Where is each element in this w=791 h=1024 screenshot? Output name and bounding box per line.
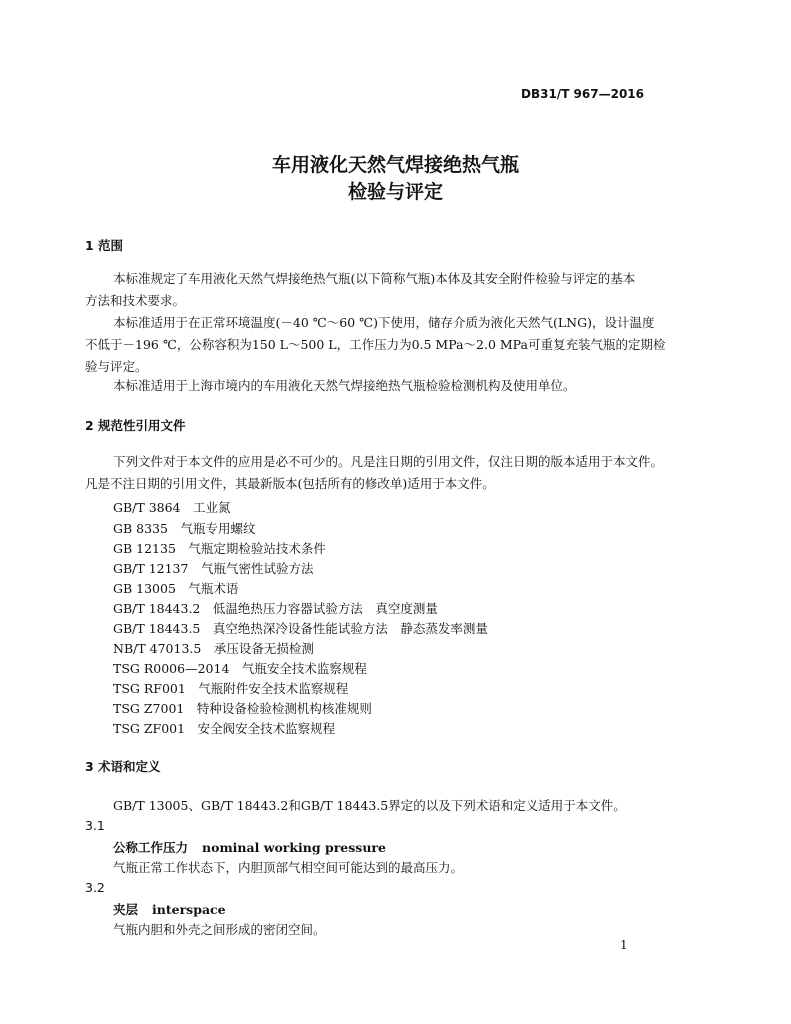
- term-title: [113, 900, 226, 918]
- term-english-name: nominal working pressure: [202, 840, 386, 855]
- reference-item: GB/T 18443.5 真空绝热深冷设备性能试验方法 静态蒸发率测量: [113, 621, 488, 636]
- reference-item: GB 8335 气瓶专用螺纹: [113, 521, 256, 536]
- reference-item: GB/T 18443.2 低温绝热压力容器试验方法 真空度测量: [113, 601, 438, 616]
- terms-intro: GB/T 13005、GB/T 18443.2和GB/T 18443.5界定的以及下列术语和定义适用于本文件。: [113, 798, 626, 813]
- reference-item: NB/T 47013.5 承压设备无损检测: [113, 641, 314, 656]
- reference-item: TSG Z7001 特种设备检验检测机构核准规则: [113, 701, 372, 716]
- reference-item: TSG R0006—2014 气瓶安全技术监察规程: [113, 661, 367, 676]
- reference-item: GB 13005 气瓶术语: [113, 581, 239, 596]
- scope-paragraph-2-line-2: 不低于－196 ℃，公称容积为150 L～500 L，工作压力为0.5 MPa～2.0 MPa可重复充装气瓶的定期检: [85, 337, 666, 352]
- reference-item: TSG ZF001 安全阀安全技术监察规程: [113, 721, 336, 736]
- scope-paragraph-2-line-1: 本标准适用于在正常环境温度(－40 ℃～60 ℃)下使用，储存介质为液化天然气(LNG)，设计温度: [113, 315, 655, 330]
- term-definition: 气瓶正常工作状态下，内胆顶部气相空间可能达到的最高压力。: [113, 860, 464, 875]
- section-1-heading: 1 范围: [85, 238, 124, 253]
- term-chinese-name: 公称工作压力: [113, 840, 189, 855]
- section-2-heading: 2 规范性引用文件: [85, 418, 186, 433]
- section-3-heading: 3 术语和定义: [85, 759, 161, 774]
- term-definition: 气瓶内胆和外壳之间形成的密闭空间。: [113, 922, 326, 937]
- term-english-name: interspace: [152, 902, 226, 917]
- scope-paragraph-1-line-1: 本标准规定了车用液化天然气焊接绝热气瓶(以下简称气瓶)本体及其安全附件检验与评定的基本: [113, 271, 636, 286]
- document-code: DB31/T 967—2016: [521, 87, 644, 101]
- reference-item: GB/T 3864 工业氮: [113, 500, 231, 515]
- scope-paragraph-1-line-2: 方法和技术要求。: [85, 293, 186, 308]
- reference-item: TSG RF001 气瓶附件安全技术监察规程: [113, 681, 349, 696]
- term-number: 3.2: [85, 880, 105, 895]
- page-number: 1: [620, 938, 628, 952]
- reference-item: GB/T 12137 气瓶气密性试验方法: [113, 561, 314, 576]
- references-intro-line-2: 凡是不注日期的引用文件，其最新版本(包括所有的修改单)适用于本文件。: [85, 476, 495, 491]
- term-title: [113, 838, 386, 856]
- document-title-line1: 车用液化天然气焊接绝热气瓶: [271, 154, 519, 176]
- term-chinese-name: 夹层: [113, 902, 139, 917]
- scope-paragraph-2-line-3: 验与评定。: [85, 359, 148, 374]
- scope-paragraph-3: 本标准适用于上海市境内的车用液化天然气焊接绝热气瓶检验检测机构及使用单位。: [113, 378, 576, 393]
- reference-item: GB 12135 气瓶定期检验站技术条件: [113, 541, 326, 556]
- term-number: 3.1: [85, 818, 105, 833]
- references-intro-line-1: 下列文件对于本文件的应用是必不可少的。凡是注日期的引用文件，仅注日期的版本适用于本文件。: [113, 454, 664, 469]
- document-title-line2: 检验与评定: [347, 181, 443, 203]
